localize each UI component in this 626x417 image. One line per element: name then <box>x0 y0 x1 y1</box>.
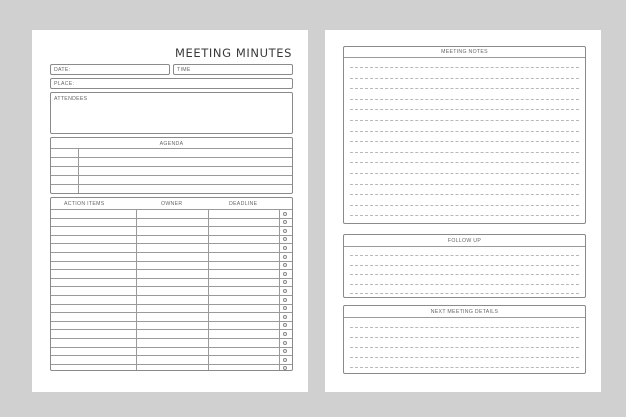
follow-up-ruled-line <box>350 265 579 266</box>
action-row-line <box>51 347 292 348</box>
notes-ruled-line <box>350 194 579 195</box>
checkbox-circle <box>283 358 287 362</box>
agenda-column-divider <box>78 148 79 193</box>
follow-up-ruled-line <box>350 293 579 294</box>
next-meeting-header-divider <box>344 317 585 318</box>
meeting-notes-box[interactable] <box>343 46 586 224</box>
next-meeting-label: NEXT MEETING DETAILS <box>430 309 499 315</box>
agenda-row-line <box>51 184 292 185</box>
checkbox-circle <box>283 229 287 233</box>
checkbox-circle <box>283 289 287 293</box>
agenda-box[interactable] <box>50 137 293 194</box>
next-meeting-ruled-line <box>350 337 579 338</box>
notes-ruled-line <box>350 152 579 153</box>
date-field[interactable] <box>50 64 170 75</box>
notes-ruled-line <box>350 109 579 110</box>
notes-ruled-line <box>350 131 579 132</box>
action-row-line <box>51 278 292 279</box>
action-row-line <box>51 355 292 356</box>
checkbox-circle <box>283 341 287 345</box>
notes-ruled-line <box>350 67 579 68</box>
notes-header-divider <box>344 57 585 58</box>
checkbox-circle <box>283 306 287 310</box>
agenda-row-line <box>51 166 292 167</box>
checkbox-circle <box>283 315 287 319</box>
next-meeting-ruled-line <box>350 347 579 348</box>
next-meeting-ruled-line <box>350 327 579 328</box>
action-row-line <box>51 243 292 244</box>
action-row-line <box>51 235 292 236</box>
follow-up-ruled-line <box>350 284 579 285</box>
notes-ruled-line <box>350 120 579 121</box>
follow-up-header-divider <box>344 246 585 247</box>
follow-up-label: FOLLOW UP <box>447 238 482 244</box>
place-label: PLACE: <box>54 81 75 87</box>
action-row-line <box>51 218 292 219</box>
action-row-line <box>51 304 292 305</box>
action-row-line <box>51 312 292 313</box>
action-row-line <box>51 226 292 227</box>
checkbox-circle <box>283 220 287 224</box>
action-items-table[interactable] <box>50 197 293 371</box>
notes-ruled-line <box>350 184 579 185</box>
action-row-line <box>51 364 292 365</box>
follow-up-box[interactable] <box>343 234 586 298</box>
action-row-line <box>51 252 292 253</box>
agenda-header-divider <box>51 148 292 149</box>
time-field[interactable] <box>173 64 293 75</box>
left-page <box>32 30 308 392</box>
attendees-box[interactable] <box>50 92 293 134</box>
checkbox-circle <box>283 298 287 302</box>
checkbox-circle <box>283 212 287 216</box>
checkbox-circle <box>283 237 287 241</box>
notes-ruled-line <box>350 162 579 163</box>
action-row-line <box>51 295 292 296</box>
notes-ruled-line <box>350 78 579 79</box>
deadline-header: DEADLINE <box>229 201 258 207</box>
action-row-line <box>51 321 292 322</box>
notes-ruled-line <box>350 215 579 216</box>
page-title: MEETING MINUTES <box>175 46 292 60</box>
notes-ruled-line <box>350 173 579 174</box>
next-meeting-ruled-line <box>350 367 579 368</box>
action-header-divider <box>51 209 292 210</box>
notes-ruled-line <box>350 99 579 100</box>
right-page <box>325 30 601 392</box>
checkbox-circle <box>283 349 287 353</box>
action-items-header: ACTION ITEMS <box>64 201 105 207</box>
agenda-row-line <box>51 157 292 158</box>
next-meeting-box[interactable] <box>343 305 586 374</box>
time-label: TIME <box>177 67 191 73</box>
agenda-label: AGENDA <box>159 141 184 147</box>
date-label: DATE: <box>54 67 71 73</box>
owner-header: OWNER <box>161 201 183 207</box>
notes-ruled-line <box>350 88 579 89</box>
agenda-row-line <box>51 175 292 176</box>
checkbox-circle <box>283 263 287 267</box>
checkbox-circle <box>283 366 287 370</box>
checkbox-circle <box>283 323 287 327</box>
action-row-line <box>51 338 292 339</box>
notes-ruled-line <box>350 205 579 206</box>
place-field[interactable] <box>50 78 293 89</box>
meeting-notes-label: MEETING NOTES <box>441 49 488 55</box>
action-row-line <box>51 269 292 270</box>
checkbox-circle <box>283 332 287 336</box>
next-meeting-ruled-line <box>350 357 579 358</box>
follow-up-ruled-line <box>350 255 579 256</box>
checkbox-circle <box>283 255 287 259</box>
checkbox-circle <box>283 272 287 276</box>
attendees-label: ATTENDEES <box>54 96 88 102</box>
action-row-line <box>51 261 292 262</box>
action-row-line <box>51 286 292 287</box>
checkbox-circle <box>283 246 287 250</box>
notes-ruled-line <box>350 141 579 142</box>
checkbox-circle <box>283 280 287 284</box>
follow-up-ruled-line <box>350 274 579 275</box>
action-row-line <box>51 329 292 330</box>
